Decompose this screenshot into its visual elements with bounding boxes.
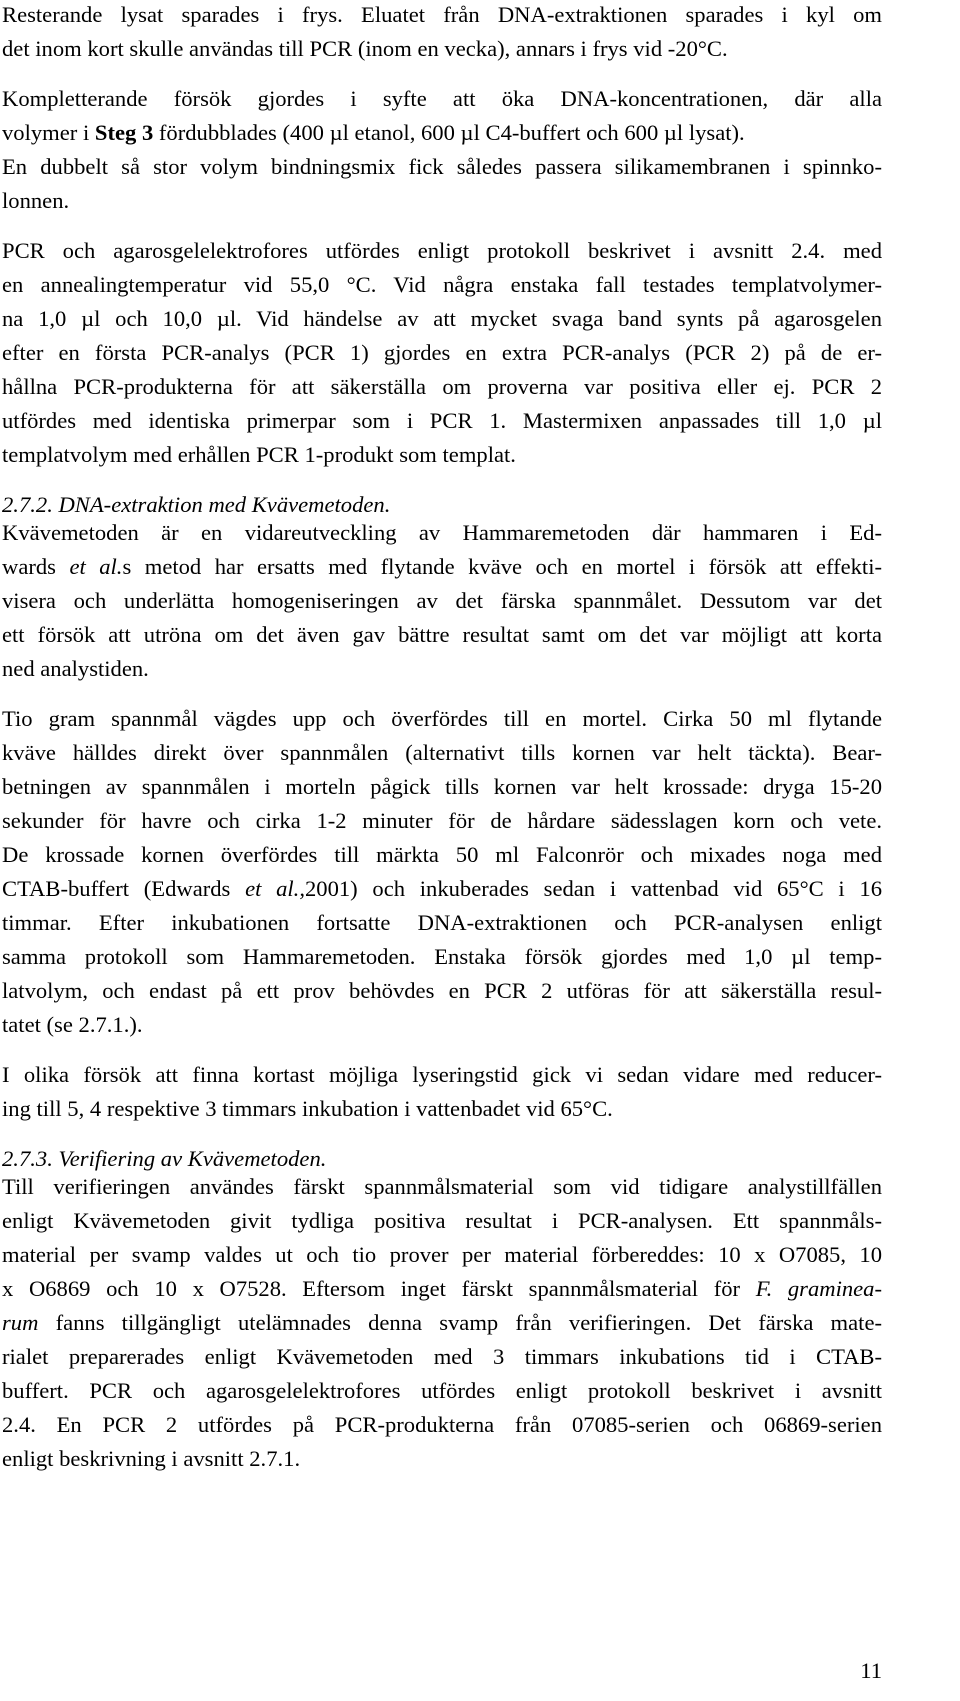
text-line: volymer i Steg 3 fördubblades (400 µl etanol, 600 µl C4-buffert och 600 µl lysat). bbox=[2, 120, 745, 145]
text-line: Resterande lysat sparades i frys. Eluatet från DNA-extraktionen sparades i kyl om bbox=[2, 2, 882, 27]
text-line: Tio gram spannmål vägdes upp och överfördes till en mortel. Cirka 50 ml flytande bbox=[2, 706, 882, 731]
text-line: betningen av spannmålen i morteln pågick tills kornen var helt krossade: dryga 15-20 bbox=[2, 774, 882, 799]
text-line: utfördes med identiska primerpar som i PCR 1. Mastermixen anpassades till 1,0 µl bbox=[2, 408, 882, 433]
page-number: 11 bbox=[860, 1658, 882, 1683]
text-line: En dubbelt så stor volym bindningsmix fick således passera silikamembranen i spinnko- bbox=[2, 154, 882, 179]
text-line: lonnen. bbox=[2, 188, 70, 213]
text-line: rialet preparerades enligt Kvävemetoden med 3 timmars inkubations tid i CTAB- bbox=[2, 1344, 882, 1369]
text-line: visera och underlätta homogeniseringen av det färska spannmålet. Dessutom var det bbox=[2, 588, 882, 613]
text-line: timmar. Efter inkubationen fortsatte DNA-extraktionen och PCR-analysen enligt bbox=[2, 910, 882, 935]
text-line: CTAB-buffert (Edwards et al.,2001) och inkuberades sedan i vattenbad vid 65°C i 16 bbox=[2, 876, 882, 901]
text-line: De krossade kornen överfördes till märkta 50 ml Falconrör och mixades noga med bbox=[2, 842, 882, 867]
text-line: PCR och agarosgelelektrofores utfördes enligt protokoll beskrivet i avsnitt 2.4. med bbox=[2, 238, 882, 263]
text-line: enligt Kvävemetoden givit tydliga positiva resultat i PCR-analysen. Ett spannmåls- bbox=[2, 1208, 882, 1233]
text-line: na 1,0 µl och 10,0 µl. Vid händelse av att mycket svaga band synts på agarosgelen bbox=[2, 306, 882, 331]
text-line: x O6869 och 10 x O7528. Eftersom inget färskt spannmålsmaterial för F. graminea- bbox=[2, 1276, 883, 1301]
section-heading: 2.7.3. Verifiering av Kvävemetoden. bbox=[2, 1146, 327, 1171]
text-line: 2.4. En PCR 2 utfördes på PCR-produkterna från 07085-serien och 06869-serien bbox=[2, 1412, 882, 1437]
section-heading: 2.7.2. DNA-extraktion med Kvävemetoden. bbox=[2, 492, 391, 517]
text-line: tatet (se 2.7.1.). bbox=[2, 1012, 143, 1037]
text-line: latvolym, och endast på ett prov behövdes en PCR 2 utföras för att säkerställa resul- bbox=[2, 978, 882, 1003]
text-line: Kvävemetoden är en vidareutveckling av Hammaremetoden där hammaren i Ed- bbox=[2, 520, 882, 545]
text-line: sekunder för havre och cirka 1-2 minuter för de hårdare sädesslagen korn och vete. bbox=[2, 808, 882, 833]
text-line: ned analystiden. bbox=[2, 656, 149, 681]
text-line: Till verifieringen användes färskt spannmålsmaterial som vid tidigare analystillfällen bbox=[2, 1174, 882, 1199]
text-line: det inom kort skulle användas till PCR (inom en vecka), annars i frys vid -20°C. bbox=[2, 36, 728, 61]
text-line: hållna PCR-produkterna för att säkerställa om proverna var positiva eller ej. PCR 2 bbox=[2, 374, 882, 399]
text-line: ing till 5, 4 respektive 3 timmars inkubation i vattenbadet vid 65°C. bbox=[2, 1096, 613, 1121]
text-line: en annealingtemperatur vid 55,0 °C. Vid några enstaka fall testades templatvolymer- bbox=[2, 272, 882, 297]
text-line: buffert. PCR och agarosgelelektrofores utfördes enligt protokoll beskrivet i avsnitt bbox=[2, 1378, 882, 1403]
text-line: templatvolym med erhållen PCR 1-produkt som templat. bbox=[2, 442, 516, 467]
text-line: I olika försök att finna kortast möjliga lyseringstid gick vi sedan vidare med reducer- bbox=[2, 1062, 882, 1087]
text-line: samma protokoll som Hammaremetoden. Enstaka försök gjordes med 1,0 µl temp- bbox=[2, 944, 882, 969]
text-line: ett försök att utröna om det även gav bättre resultat samt om det var möjligt att korta bbox=[2, 622, 882, 647]
text-line: wards et al.s metod har ersatts med flytande kväve och en mortel i försök att effekti- bbox=[2, 554, 882, 579]
text-line: material per svamp valdes ut och tio prover per material förbereddes: 10 x O7085, 10 bbox=[2, 1242, 882, 1267]
text-line: kväve hälldes direkt över spannmålen (alternativt tills kornen var helt täckta). Bear- bbox=[2, 740, 882, 765]
text-line: rum fanns tillgängligt utelämnades denna svamp från verifieringen. Det färska mate- bbox=[2, 1310, 882, 1335]
text-line: Kompletterande försök gjordes i syfte att öka DNA-koncentrationen, där alla bbox=[2, 86, 882, 111]
text-line: efter en första PCR-analys (PCR 1) gjordes en extra PCR-analys (PCR 2) på de er- bbox=[2, 340, 882, 365]
text-line: enligt beskrivning i avsnitt 2.7.1. bbox=[2, 1446, 301, 1471]
